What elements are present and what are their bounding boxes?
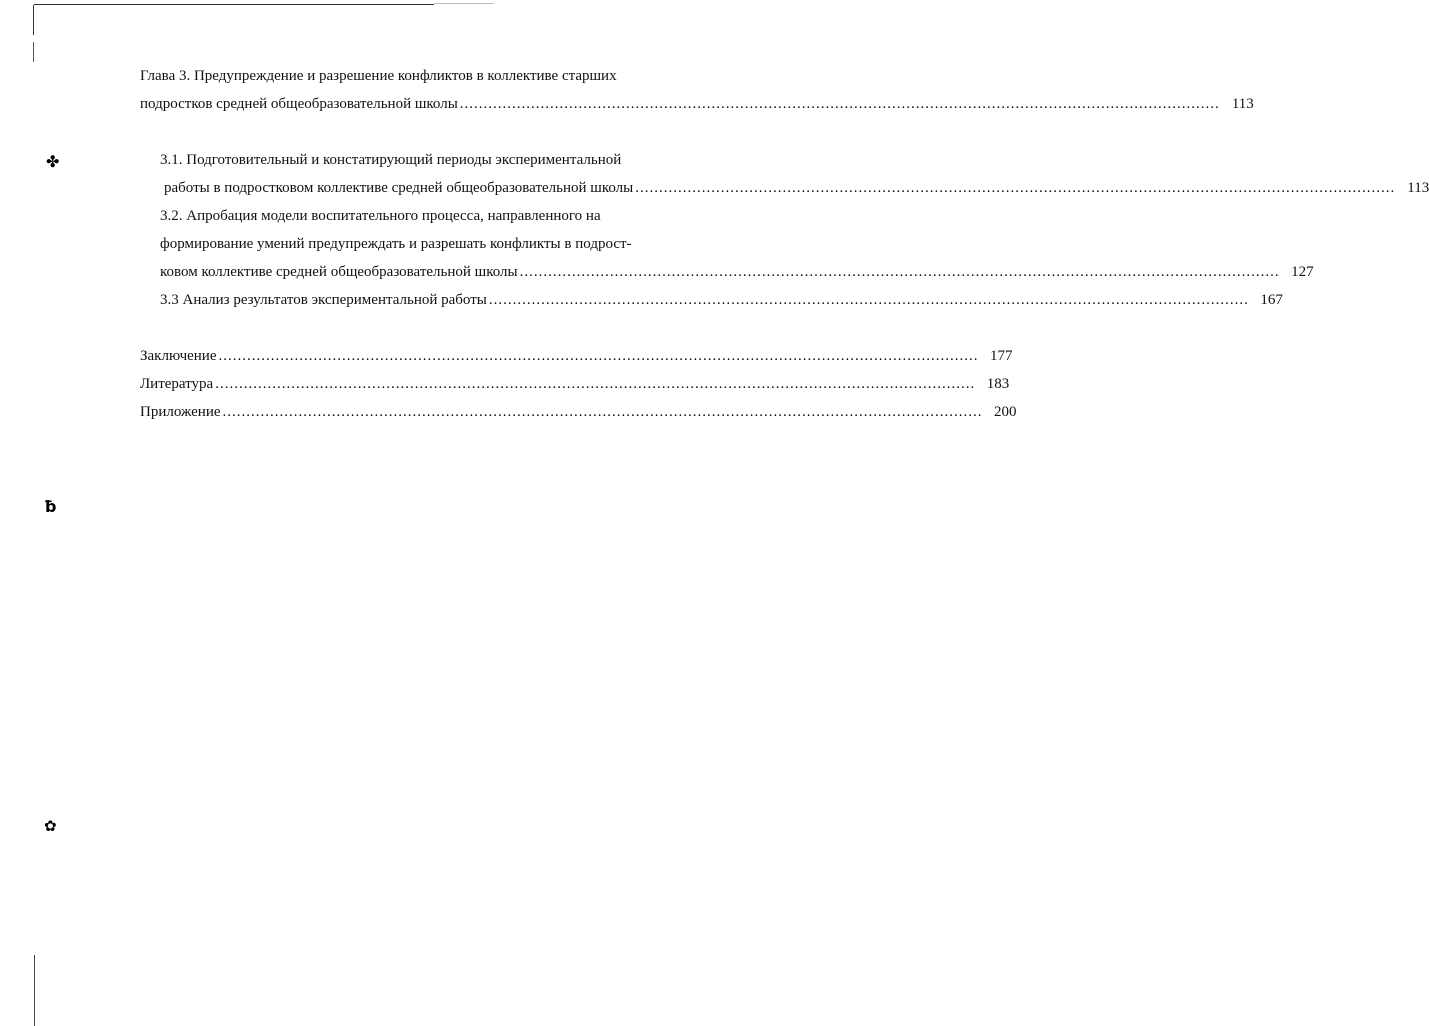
- toc-appendix: [140, 398, 1017, 426]
- toc-s32-page: 127: [1291, 264, 1314, 280]
- toc-appendix-label: Приложение: [140, 404, 221, 420]
- toc-s31-page: 113: [1407, 180, 1429, 196]
- toc-appendix-page: 200: [994, 404, 1017, 420]
- binding-hole-mark-2: ƀ: [45, 497, 57, 516]
- toc-chapter3-line1: [140, 62, 749, 90]
- toc-literature-label: Литература: [140, 376, 214, 392]
- scan-border-left-bottom: [34, 955, 35, 1026]
- toc-s32-line1: [140, 202, 749, 230]
- toc-s32-title: 3.2. Апробация модели воспитательного процесса, направленного на: [160, 208, 601, 224]
- toc-s31-title: 3.1. Подготовительный и констатирующий периоды экспериментальной: [160, 152, 622, 168]
- toc-s32-title-cont: формирование умений предупреждать и разрешать конфликты в подрост-: [160, 236, 632, 252]
- toc-s31-title-cont: работы в подростковом коллективе средней общеобразовательной школы: [164, 180, 634, 196]
- scan-border-left-top: [33, 5, 34, 35]
- toc-s33-title: 3.3 Анализ результатов экспериментальной работы: [160, 292, 487, 308]
- toc-literature-page: 183: [986, 376, 1010, 392]
- toc-chapter3-title-cont: подростков средней общеобразовательной школы: [140, 96, 458, 112]
- toc-s32-title-cont2: ковом коллективе средней общеобразовательной школы: [160, 264, 518, 280]
- toc-conclusion: [140, 342, 1013, 370]
- toc-leader-dots: ................................................................................................................................................................: [218, 348, 979, 364]
- toc-s31-line2: [140, 174, 1429, 202]
- toc-leader-dots: ................................................................................................................................................................: [215, 376, 976, 392]
- binding-hole-mark-3: ✿: [44, 817, 57, 835]
- toc-s33-line1: [140, 286, 1283, 314]
- toc-s31-line1: [140, 146, 749, 174]
- toc-leader-dots: ................................................................................................................................................................: [635, 180, 1396, 196]
- toc-chapter3-page: 113: [1231, 96, 1254, 112]
- toc-conclusion-label: Заключение: [140, 348, 217, 364]
- toc-leader-dots: ................................................................................................................................................................: [459, 96, 1220, 112]
- binding-hole-mark-1: ✤: [46, 152, 60, 171]
- scan-border-top: [34, 4, 434, 5]
- toc-s33-page: 167: [1260, 292, 1283, 308]
- scan-border-top-fade: [434, 3, 494, 4]
- scan-border-left-mid: [33, 42, 34, 62]
- toc-s32-line2: [140, 230, 749, 258]
- toc-literature: [140, 370, 1010, 398]
- toc-chapter3-title: Глава 3. Предупреждение и разрешение конфликтов в коллективе старших: [140, 68, 617, 84]
- toc-leader-dots: ................................................................................................................................................................: [222, 404, 983, 420]
- toc-chapter3-line2: [140, 90, 1254, 118]
- table-of-contents: [140, 62, 1429, 426]
- toc-conclusion-page: 177: [990, 348, 1013, 364]
- toc-s32-line3: [140, 258, 1314, 286]
- toc-leader-dots: ................................................................................................................................................................: [519, 264, 1280, 280]
- toc-leader-dots: ................................................................................................................................................................: [488, 292, 1249, 308]
